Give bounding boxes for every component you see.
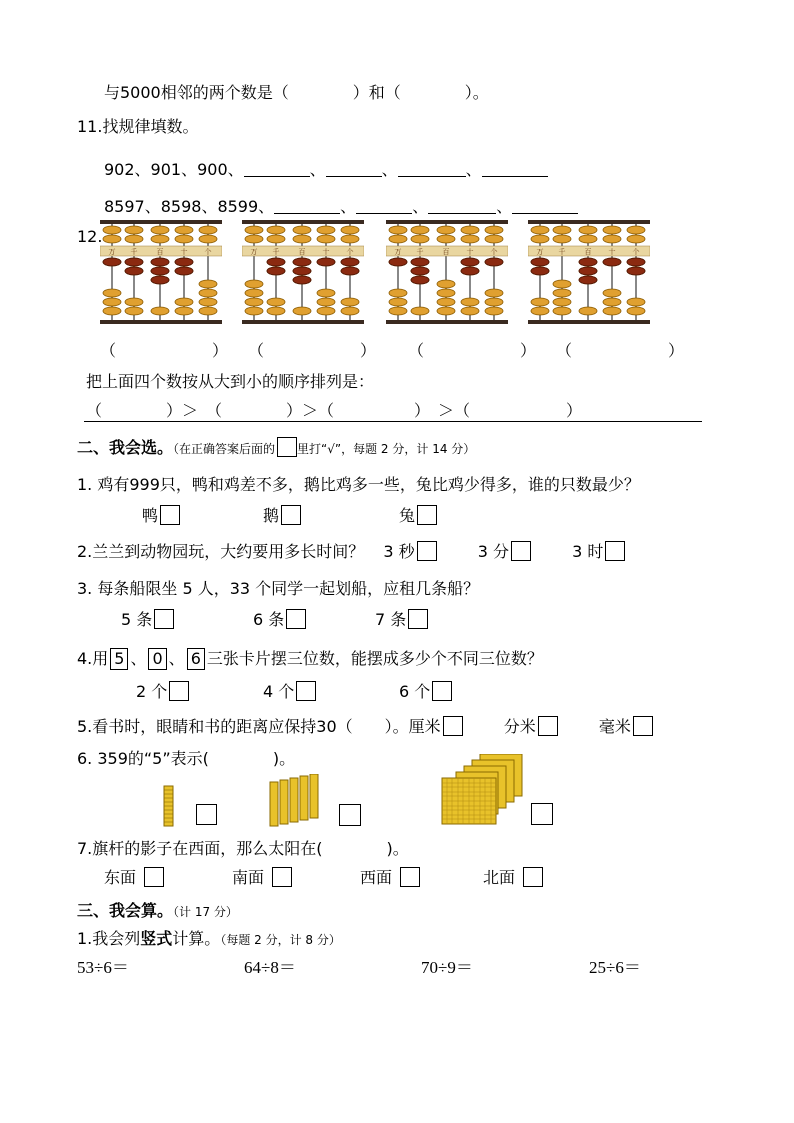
answer-checkbox[interactable] (417, 541, 437, 561)
abacus-place-label: 个 (346, 248, 354, 256)
choice-4-option-2: 4 个 (263, 681, 316, 702)
hundred-flats-icon (440, 754, 524, 826)
abacus-bead (103, 235, 121, 243)
choice-7-option-2: 南面 (232, 867, 292, 888)
abacus-2 (242, 220, 364, 326)
choice-1-option-1: 鸭 (142, 505, 180, 526)
abacus-bead (603, 258, 621, 266)
abacus-bead (151, 276, 169, 284)
abacus-4 (528, 220, 650, 326)
abacus-place-label: 个 (490, 248, 498, 256)
abacus-bead (199, 289, 217, 297)
q11-sequence-1: 902、901、900、 、 、 、 (104, 160, 548, 180)
abacus-bead (317, 307, 335, 315)
answer-checkbox[interactable] (523, 867, 543, 887)
answer-blank[interactable] (428, 197, 496, 214)
abacus-bead (317, 258, 335, 266)
abacus-bead (317, 298, 335, 306)
abacus-bead (579, 307, 597, 315)
abacus-bead (579, 267, 597, 275)
calc-heading: 1.我会列竖式计算。（每题 2 分，计 8 分） (77, 929, 341, 948)
abacus-bead (103, 226, 121, 234)
abacus-bead (553, 307, 571, 315)
abacus-place-label: 万 (394, 248, 402, 256)
abacus-place-label: 千 (558, 248, 566, 256)
abacus-bead (175, 267, 193, 275)
abacus-bead (461, 226, 479, 234)
calc-problem-4: 25÷6＝ (589, 958, 641, 977)
abacus-bead (103, 307, 121, 315)
abacus-bead (151, 258, 169, 266)
answer-blank[interactable] (512, 197, 578, 214)
choice-3-option-2: 6 条 (253, 609, 306, 630)
abacus-place-label: 百 (298, 248, 306, 256)
abacus-bead (151, 226, 169, 234)
choice-7-option-1: 东面 (104, 867, 164, 888)
abacus-bead (553, 298, 571, 306)
abacus-bead (627, 298, 645, 306)
abacus-bead (389, 235, 407, 243)
abacus-bead (389, 226, 407, 234)
answer-blank[interactable] (244, 160, 310, 177)
choice-1-option-3: 兔 (399, 505, 437, 526)
abacus-bead (267, 267, 285, 275)
abacus-bead (461, 307, 479, 315)
answer-blank[interactable] (482, 160, 548, 177)
abacus-bead (199, 280, 217, 288)
abacus-bead (293, 267, 311, 275)
abacus-bead (579, 235, 597, 243)
abacus-place-label: 十 (608, 248, 616, 256)
number-card: 6 (187, 648, 205, 670)
abacus-bead (103, 289, 121, 297)
abacus-place-label: 千 (416, 248, 424, 256)
abacus-bead (553, 226, 571, 234)
abacus-bead (293, 276, 311, 284)
abacus-bead (125, 267, 143, 275)
abacus-bead (627, 307, 645, 315)
abacus-bead (125, 258, 143, 266)
abacus-bead (485, 298, 503, 306)
abacus-bead (175, 307, 193, 315)
q11-sequence-2: 8597、8598、8599、 、 、 、 (104, 197, 578, 217)
ten-stick-block-icon (160, 785, 178, 829)
abacus-bead (389, 258, 407, 266)
answer-checkbox[interactable] (286, 609, 306, 629)
choice-4-option-3: 6 个 (399, 681, 452, 702)
answer-checkbox[interactable] (160, 505, 180, 525)
choice-3-option-3: 7 条 (375, 609, 428, 630)
abacus-bead (603, 235, 621, 243)
abacus-bead (437, 226, 455, 234)
abacus-bead (461, 298, 479, 306)
abacus-bead (199, 307, 217, 315)
answer-checkbox[interactable] (296, 681, 316, 701)
abacus-bead (341, 226, 359, 234)
abacus-bead (103, 258, 121, 266)
abacus-bead (293, 258, 311, 266)
abacus-bead (531, 298, 549, 306)
abacus-bead (151, 235, 169, 243)
abacus-bead (553, 289, 571, 297)
section-3-heading: 三、我会算。（计 17 分） (77, 901, 238, 920)
choice-7-option-4: 北面 (483, 867, 543, 888)
abacus-bead (341, 235, 359, 243)
abacus-bead (531, 307, 549, 315)
abacus-place-label: 千 (130, 248, 138, 256)
abacus-place-label: 百 (442, 248, 450, 256)
abacus-bead (579, 276, 597, 284)
q12-order-prompt: 把上面四个数按从大到小的顺序排列是： (86, 372, 375, 391)
abacus-bead (341, 267, 359, 275)
abacus-answer-2[interactable]: （ ） (248, 341, 377, 360)
choice-7-option-3: 西面 (360, 867, 420, 888)
abacus-place-label: 个 (204, 248, 212, 256)
abacus-place-label: 千 (272, 248, 280, 256)
abacus-bead (603, 289, 621, 297)
answer-checkbox[interactable] (154, 609, 174, 629)
abacus-bead (437, 307, 455, 315)
choice-4-option-1: 2 个 (136, 681, 189, 702)
abacus-bead (151, 267, 169, 275)
abacus-bead (267, 226, 285, 234)
abacus-bead (553, 235, 571, 243)
abacus-bead (245, 289, 263, 297)
abacus-bead (579, 226, 597, 234)
abacus-bead (603, 307, 621, 315)
q12-order-line[interactable]: （ ）＞ （ ）＞（ ） ＞（ ） (86, 401, 583, 420)
abacus-answer-3[interactable]: （ ） (408, 341, 537, 360)
abacus-bead (437, 280, 455, 288)
abacus-bead (531, 267, 549, 275)
abacus-bead (553, 280, 571, 288)
abacus-bead (125, 307, 143, 315)
abacus-bead (267, 258, 285, 266)
abacus-bead (103, 298, 121, 306)
abacus-bead (125, 298, 143, 306)
answer-checkbox[interactable] (538, 716, 558, 736)
choice-1-question: 1. 鸡有999只，鸭和鸡差不多，鹅比鸡多一些，兔比鸡少得多，谁的只数最少？ (77, 475, 640, 494)
abacus-bead (317, 226, 335, 234)
abacus-bead (341, 258, 359, 266)
abacus-bead (485, 307, 503, 315)
abacus-bead (437, 235, 455, 243)
answer-checkbox[interactable] (408, 609, 428, 629)
choice-2: 2.兰兰到动物园玩，大约要用多长时间？ 3 秒 3 分 3 时 (77, 541, 625, 562)
abacus-bead (341, 307, 359, 315)
abacus-bead (411, 267, 429, 275)
answer-checkbox[interactable] (531, 803, 553, 825)
abacus-bead (389, 298, 407, 306)
answer-checkbox[interactable] (443, 716, 463, 736)
abacus-place-label: 万 (108, 248, 116, 256)
answer-checkbox[interactable] (605, 541, 625, 561)
choice-7-question: 7.旗杆的影子在西面，那么太阳在( )。 (77, 839, 409, 858)
abacus-bead (293, 307, 311, 315)
abacus-place-label: 个 (632, 248, 640, 256)
abacus-bead (245, 235, 263, 243)
choice-3-question: 3. 每条船限坐 5 人，33 个同学一起划船，应租几条船？ (77, 579, 480, 598)
abacus-bead (437, 289, 455, 297)
choice-5: 5.看书时，眼睛和书的距离应保持30（ ）。厘米 分米 毫米 (77, 716, 653, 737)
abacus-place-label: 百 (584, 248, 592, 256)
abacus-bead (531, 258, 549, 266)
abacus-place-label: 万 (250, 248, 258, 256)
abacus-answer-1[interactable]: （ ） (100, 341, 229, 360)
abacus-bead (267, 298, 285, 306)
choice-3-option-1: 5 条 (121, 609, 174, 630)
abacus-bead (245, 298, 263, 306)
abacus-bead (627, 258, 645, 266)
choice-4-question: 4.用 5 、 0 、 6 三张卡片摆三位数，能摆成多少个不同三位数？ (77, 649, 543, 668)
calc-problem-3: 70÷9＝ (421, 958, 473, 977)
abacus-bead (175, 258, 193, 266)
abacus-bead (461, 258, 479, 266)
abacus-bead (411, 235, 429, 243)
abacus-bead (245, 307, 263, 315)
abacus-bead (531, 226, 549, 234)
abacus-bead (151, 307, 169, 315)
abacus-bead (317, 235, 335, 243)
abacus-1 (100, 220, 222, 326)
number-card: 5 (110, 648, 128, 670)
answer-checkbox[interactable] (144, 867, 164, 887)
abacus-bead (485, 258, 503, 266)
underline (84, 421, 702, 422)
abacus-bead (199, 235, 217, 243)
abacus-bead (125, 226, 143, 234)
answer-checkbox[interactable] (633, 716, 653, 736)
answer-checkbox[interactable] (196, 804, 217, 825)
answer-blank[interactable] (274, 197, 340, 214)
checkbox-icon (277, 437, 297, 457)
abacus-bead (485, 289, 503, 297)
abacus-bead (125, 235, 143, 243)
abacus-answer-4[interactable]: （ ） (556, 341, 685, 360)
calc-problem-1: 53÷6＝ (77, 958, 129, 977)
abacus-bead (411, 307, 429, 315)
abacus-bead (627, 267, 645, 275)
q12-label: 12. (77, 227, 103, 246)
abacus-bead (603, 298, 621, 306)
abacus-place-label: 十 (322, 248, 330, 256)
abacus-place-label: 万 (536, 248, 544, 256)
abacus-bead (603, 226, 621, 234)
abacus-bead (199, 226, 217, 234)
answer-checkbox[interactable] (272, 867, 292, 887)
answer-checkbox[interactable] (169, 681, 189, 701)
five-ten-sticks-icon (268, 774, 328, 828)
section-2-heading: 二、我会选。（在正确答案后面的 里打“√”，每题 2 分，计 14 分） (77, 438, 476, 457)
abacus-bead (461, 235, 479, 243)
abacus-bead (411, 226, 429, 234)
abacus-bead (245, 226, 263, 234)
abacus-bead (461, 267, 479, 275)
answer-checkbox[interactable] (339, 804, 361, 826)
abacus-bead (245, 280, 263, 288)
abacus-bead (531, 235, 549, 243)
answer-blank[interactable] (356, 197, 412, 214)
abacus-bead (411, 276, 429, 284)
abacus-bead (199, 298, 217, 306)
abacus-bead (267, 235, 285, 243)
abacus-bead (627, 226, 645, 234)
answer-blank[interactable] (326, 160, 382, 177)
choice-6-question: 6. 359的“5”表示( )。 (77, 749, 296, 768)
abacus-place-label: 百 (156, 248, 164, 256)
abacus-bead (175, 235, 193, 243)
abacus-bead (293, 235, 311, 243)
choice-1-option-2: 鹅 (263, 505, 301, 526)
abacus-bead (579, 258, 597, 266)
abacus-place-label: 十 (466, 248, 474, 256)
abacus-bead (175, 298, 193, 306)
abacus-bead (627, 235, 645, 243)
abacus-bead (485, 235, 503, 243)
answer-checkbox[interactable] (400, 867, 420, 887)
number-card: 0 (148, 648, 166, 670)
answer-checkbox[interactable] (281, 505, 301, 525)
abacus-bead (485, 226, 503, 234)
abacus-bead (437, 298, 455, 306)
answer-blank[interactable] (398, 160, 466, 177)
abacus-bead (411, 258, 429, 266)
q10-text: 与5000相邻的两个数是（ ）和（ ）。 (104, 83, 489, 102)
abacus-bead (317, 289, 335, 297)
answer-checkbox[interactable] (432, 681, 452, 701)
abacus-bead (389, 289, 407, 297)
abacus-bead (389, 307, 407, 315)
q11-title: 11.找规律填数。 (77, 117, 199, 136)
abacus-bead (341, 298, 359, 306)
answer-checkbox[interactable] (511, 541, 531, 561)
abacus-bead (175, 226, 193, 234)
abacus-bead (267, 307, 285, 315)
abacus-bead (293, 226, 311, 234)
abacus-place-label: 十 (180, 248, 188, 256)
abacus-3 (386, 220, 508, 326)
calc-problem-2: 64÷8＝ (244, 958, 296, 977)
answer-checkbox[interactable] (417, 505, 437, 525)
